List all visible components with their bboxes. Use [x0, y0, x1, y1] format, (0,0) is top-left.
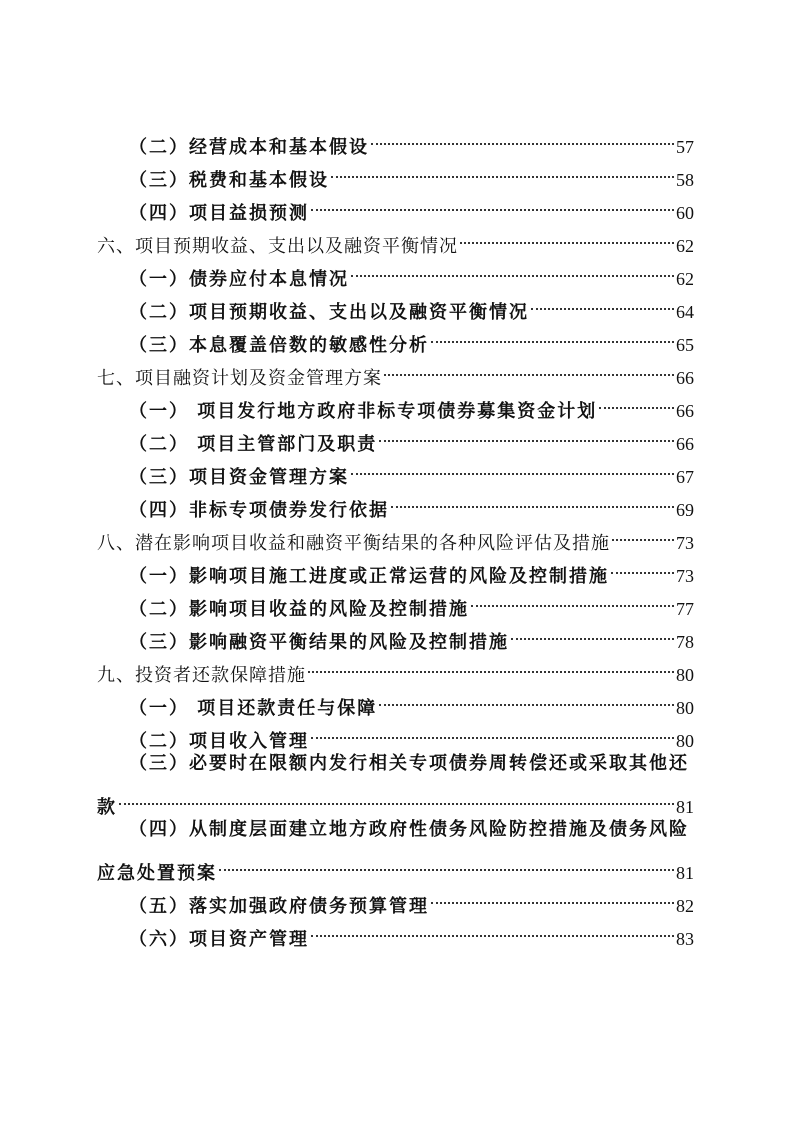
dot-leader — [384, 351, 674, 384]
toc-entry[interactable] — [0, 615, 793, 653]
toc-chapter-title: 八、潜在影响项目收益和融资平衡结果的各种风险评估及措施 — [97, 533, 610, 554]
dot-leader — [371, 120, 674, 153]
toc-page-number: 67 — [676, 467, 694, 487]
dot-leader — [351, 252, 674, 285]
dot-leader — [311, 912, 674, 945]
toc-page-number: 66 — [676, 434, 694, 454]
toc-entry[interactable] — [0, 384, 793, 422]
toc-entry[interactable] — [0, 120, 793, 158]
toc-entry-title: （四）项目益损预测 — [129, 203, 309, 224]
toc-page-number: 78 — [676, 632, 694, 652]
toc-page-number: 73 — [676, 566, 694, 586]
toc-entry-title: （一）影响项目施工进度或正常运营的风险及控制措施 — [129, 566, 609, 587]
toc-entry-title: （三）影响融资平衡结果的风险及控制措施 — [129, 632, 509, 653]
dot-leader — [431, 879, 674, 912]
toc-page-number: 73 — [676, 533, 694, 553]
toc-entry[interactable] — [0, 549, 793, 587]
toc-entry[interactable] — [0, 483, 793, 521]
toc-page-number: 77 — [676, 599, 694, 619]
toc-entry-title: （三）税费和基本假设 — [129, 170, 329, 191]
toc-chapter-entry[interactable] — [0, 648, 793, 686]
toc-entry-title: （一） 项目发行地方政府非标专项债券募集资金计划 — [129, 401, 598, 422]
toc-entry-title-line1: （四）从制度层面建立地方政府性债务风险防控措施及债务风险 — [129, 819, 689, 840]
toc-page-number: 66 — [676, 368, 694, 388]
toc-page-number: 69 — [676, 500, 694, 520]
toc-page-number: 80 — [676, 731, 694, 751]
toc-entry-title: （二）影响项目收益的风险及控制措施 — [129, 599, 469, 620]
toc-page-number: 62 — [676, 269, 694, 289]
dot-leader — [379, 417, 674, 450]
toc-entry[interactable] — [0, 582, 793, 620]
dot-leader — [219, 846, 674, 879]
toc-entry[interactable] — [0, 879, 793, 917]
toc-page-number: 81 — [676, 863, 694, 883]
toc-page-number: 58 — [676, 170, 694, 190]
dot-leader — [311, 186, 674, 219]
toc-entry-title: （三）本息覆盖倍数的敏感性分析 — [129, 335, 429, 356]
toc-entry-title: （一） 项目还款责任与保障 — [129, 698, 378, 719]
dot-leader — [612, 516, 674, 549]
toc-page-number: 83 — [676, 929, 694, 949]
toc-entry-title: （五）落实加强政府债务预算管理 — [129, 896, 429, 917]
toc-entry-title-line1: （三）必要时在限额内发行相关专项债券周转偿还或采取其他还 — [129, 753, 689, 774]
dot-leader — [531, 285, 674, 318]
toc-chapter-title: 六、项目预期收益、支出以及融资平衡情况 — [97, 236, 458, 257]
toc-entry-title-line2: 应急处置预案 — [97, 863, 217, 884]
toc-entry[interactable] — [0, 714, 793, 752]
toc-page-number: 64 — [676, 302, 694, 322]
toc-entry-title: （六）项目资产管理 — [129, 929, 309, 950]
toc-chapter-entry[interactable] — [0, 351, 793, 389]
toc-page-number: 80 — [676, 665, 694, 685]
dot-leader — [391, 483, 674, 516]
dot-leader — [599, 384, 674, 417]
toc-entry[interactable] — [0, 318, 793, 356]
dot-leader — [431, 318, 674, 351]
toc-page-number: 82 — [676, 896, 694, 916]
toc-entry[interactable] — [0, 813, 793, 884]
toc-entry-title-line2: 款 — [97, 797, 117, 818]
toc-entry[interactable] — [0, 450, 793, 488]
toc-entry-title: （二） 项目主管部门及职责 — [129, 434, 378, 455]
dot-leader — [351, 450, 674, 483]
toc-page-number: 62 — [676, 236, 694, 256]
table-of-contents — [0, 120, 793, 950]
toc-entry[interactable] — [0, 186, 793, 224]
toc-entry-title: （四）非标专项债券发行依据 — [129, 500, 389, 521]
toc-entry-title: （一）债券应付本息情况 — [129, 269, 349, 290]
toc-page-number: 57 — [676, 137, 694, 157]
dot-leader — [308, 648, 674, 681]
toc-entry[interactable] — [0, 912, 793, 950]
toc-chapter-title: 七、项目融资计划及资金管理方案 — [97, 368, 382, 389]
toc-page-number: 60 — [676, 203, 694, 223]
toc-entry[interactable] — [0, 252, 793, 290]
dot-leader — [311, 714, 674, 747]
toc-entry-title: （二）项目收入管理 — [129, 731, 309, 752]
toc-entry[interactable] — [0, 747, 793, 818]
toc-chapter-entry[interactable] — [0, 516, 793, 554]
toc-chapter-title: 九、投资者还款保障措施 — [97, 665, 306, 686]
toc-entry-title: （二）项目预期收益、支出以及融资平衡情况 — [129, 302, 529, 323]
toc-entry-title: （三）项目资金管理方案 — [129, 467, 349, 488]
toc-entry[interactable] — [0, 285, 793, 323]
dot-leader — [379, 681, 674, 714]
dot-leader — [511, 615, 674, 648]
toc-chapter-entry[interactable] — [0, 219, 793, 257]
toc-page-number: 65 — [676, 335, 694, 355]
dot-leader — [119, 780, 674, 813]
dot-leader — [331, 153, 674, 186]
dot-leader — [471, 582, 674, 615]
toc-page-number: 80 — [676, 698, 694, 718]
toc-entry[interactable] — [0, 681, 793, 719]
toc-entry[interactable] — [0, 417, 793, 455]
dot-leader — [611, 549, 674, 582]
toc-page-number: 66 — [676, 401, 694, 421]
toc-page-number: 81 — [676, 797, 694, 817]
toc-entry-title: （二）经营成本和基本假设 — [129, 137, 369, 158]
toc-entry[interactable] — [0, 153, 793, 191]
dot-leader — [460, 219, 674, 252]
